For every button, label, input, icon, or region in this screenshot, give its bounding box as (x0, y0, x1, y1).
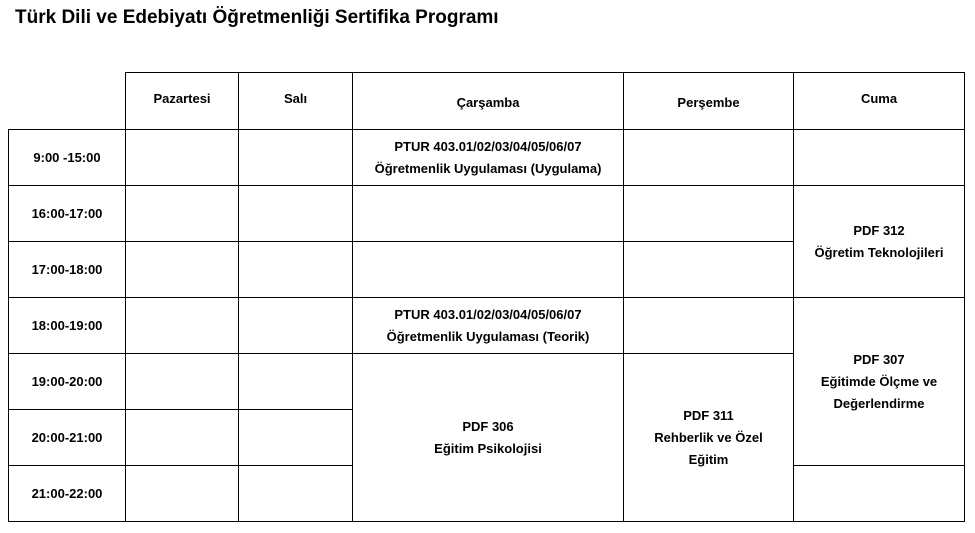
course-cell-pdf307 (794, 298, 965, 466)
empty-cell (126, 130, 239, 186)
course-name-line2: Eğitim (688, 451, 729, 467)
course-name: Öğretmenlik Uygulaması (Teorik) (386, 328, 590, 344)
time-row (9, 130, 965, 186)
time-cell: 19:00-20:00 (9, 354, 126, 410)
time-row (9, 186, 965, 242)
header-row (9, 73, 965, 130)
day-label: Perşembe (677, 95, 740, 110)
day-header-wednesday (353, 73, 624, 130)
day-header-friday (794, 73, 965, 130)
day-label: Pazartesi (153, 91, 211, 106)
course-code: PDF 312 (853, 222, 905, 238)
empty-cell (239, 410, 353, 466)
empty-cell (353, 242, 624, 298)
empty-cell (794, 466, 965, 522)
empty-cell (126, 354, 239, 410)
corner-cell (9, 73, 126, 130)
empty-cell (794, 130, 965, 186)
course-name-line1: Rehberlik ve Özel (654, 429, 763, 445)
empty-cell (353, 186, 624, 242)
empty-cell (239, 130, 353, 186)
course-code: PDF 306 (462, 418, 514, 434)
empty-cell (126, 410, 239, 466)
empty-cell (239, 242, 353, 298)
time-cell: 16:00-17:00 (9, 186, 126, 242)
day-header-monday (126, 73, 239, 130)
empty-cell (239, 354, 353, 410)
empty-cell (239, 298, 353, 354)
empty-cell (126, 298, 239, 354)
course-cell-pdf306 (353, 354, 624, 522)
course-name: Öğretim Teknolojileri (814, 244, 944, 260)
day-header-thursday (624, 73, 794, 130)
time-cell: 18:00-19:00 (9, 298, 126, 354)
empty-cell (126, 242, 239, 298)
day-label: Cuma (860, 91, 898, 106)
page-title: Türk Dili ve Edebiyatı Öğretmenliği Sertifika Programı (15, 7, 499, 28)
empty-cell (624, 186, 794, 242)
time-cell: 9:00 -15:00 (9, 130, 126, 186)
course-name-line2: Değerlendirme (833, 395, 925, 411)
course-name: Öğretmenlik Uygulaması (Uygulama) (374, 160, 602, 176)
course-cell-pdf311 (624, 354, 794, 522)
course-code: PDF 311 (683, 407, 734, 423)
time-row (9, 298, 965, 354)
time-cell: 20:00-21:00 (9, 410, 126, 466)
course-cell-theory (353, 298, 624, 354)
empty-cell (239, 186, 353, 242)
course-name: Eğitim Psikolojisi (434, 440, 542, 456)
course-cell-pdf312 (794, 186, 965, 298)
empty-cell (624, 130, 794, 186)
course-cell-practice (353, 130, 624, 186)
empty-cell (126, 186, 239, 242)
empty-cell (624, 242, 794, 298)
day-label: Çarşamba (456, 95, 520, 110)
time-cell: 21:00-22:00 (9, 466, 126, 522)
empty-cell (239, 466, 353, 522)
empty-cell (624, 298, 794, 354)
course-name-line1: Eğitimde Ölçme ve (820, 373, 938, 389)
schedule-table (8, 72, 965, 522)
empty-cell (126, 466, 239, 522)
course-code: PTUR 403.01/02/03/04/05/06/07 (394, 138, 582, 154)
day-header-tuesday (239, 73, 353, 130)
course-code: PDF 307 (853, 351, 905, 367)
course-code: PTUR 403.01/02/03/04/05/06/07 (394, 306, 582, 322)
time-cell: 17:00-18:00 (9, 242, 126, 298)
day-label: Salı (283, 91, 308, 106)
